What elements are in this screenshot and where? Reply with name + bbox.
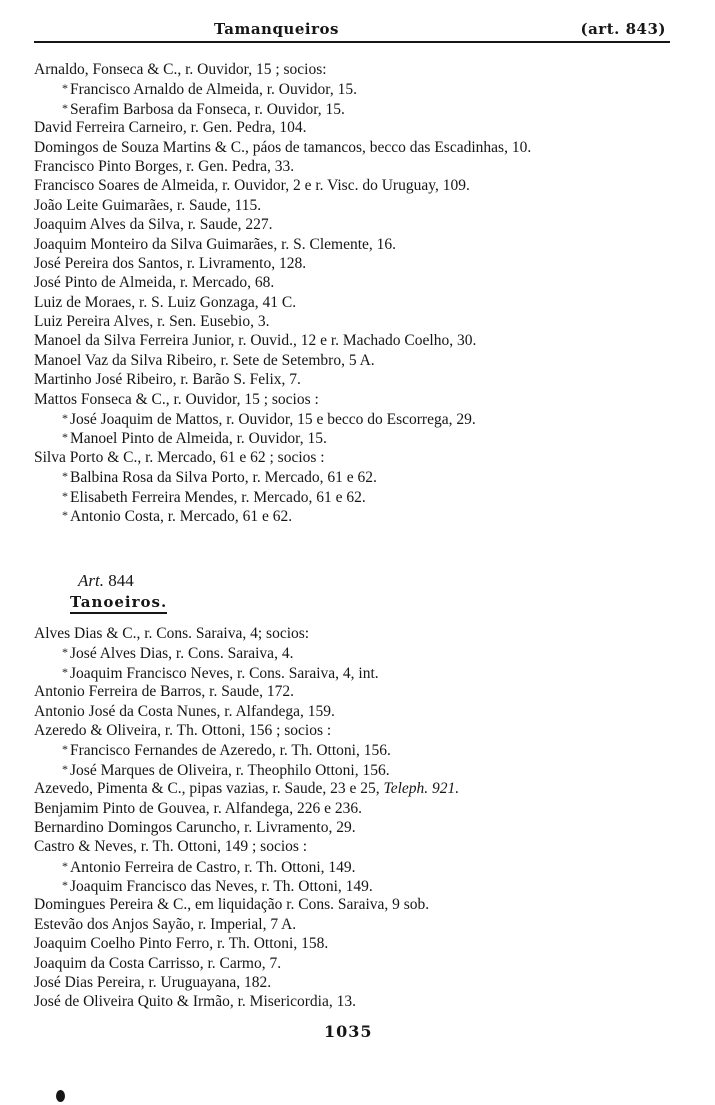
asterisk-icon: * <box>62 878 68 893</box>
entry-text: Manoel Pinto de Almeida, r. Ouvidor, 15. <box>70 430 327 448</box>
asterisk-icon: * <box>62 488 68 503</box>
directory-entry <box>34 818 684 837</box>
directory-entry <box>34 176 684 195</box>
directory-entry <box>34 934 684 953</box>
partner-entry <box>34 740 684 759</box>
entry-text: Francisco Fernandes de Azeredo, r. Th. Ottoni, 156. <box>70 742 391 760</box>
directory-entry <box>34 157 684 176</box>
article-number: 844 <box>108 571 134 590</box>
entry-text: Antonio José da Costa Nunes, r. Alfandega, 159. <box>34 702 335 720</box>
partner-entry <box>34 506 684 525</box>
directory-entry <box>34 954 684 973</box>
page-number: 1035 <box>324 1022 373 1041</box>
partner-entry <box>34 99 684 118</box>
entries-list-843 <box>34 60 684 525</box>
entry-text: Bernardino Domingos Caruncho, r. Livramento, 29. <box>34 818 356 836</box>
telephone-number: Teleph. 921. <box>383 780 460 798</box>
entry-text: José Joaquim de Mattos, r. Ouvidor, 15 e becco do Escorrega, 29. <box>70 411 476 429</box>
entry-text: José Pereira dos Santos, r. Livramento, 128. <box>34 254 307 272</box>
entry-text: Manoel Vaz da Silva Ribeiro, r. Sete de Setembro, 5 A. <box>34 351 375 369</box>
entry-text: Mattos Fonseca & C., r. Ouvidor, 15 ; socios : <box>34 390 319 408</box>
directory-entry <box>34 624 684 643</box>
entry-text: Estevão dos Anjos Sayão, r. Imperial, 7 A. <box>34 915 297 933</box>
directory-entry <box>34 973 684 992</box>
asterisk-icon: * <box>62 469 68 484</box>
entry-text: Balbina Rosa da Silva Porto, r. Mercado, 61 e 62. <box>70 469 377 487</box>
partner-entry <box>34 760 684 779</box>
partner-entry <box>34 663 684 682</box>
section-title: Tanoeiros. <box>70 593 167 614</box>
directory-entry <box>34 799 684 818</box>
partner-entry <box>34 643 684 662</box>
entry-text: Benjamim Pinto de Gouvea, r. Alfandega, 226 e 236. <box>34 799 363 817</box>
asterisk-icon: * <box>62 411 68 426</box>
entry-text: Alves Dias & C., r. Cons. Saraiva, 4; socios: <box>34 625 310 642</box>
entry-text: Joaquim Francisco Neves, r. Cons. Saraiva, 4, int. <box>70 664 379 682</box>
directory-entry <box>34 779 684 798</box>
partner-entry <box>34 467 684 486</box>
entry-text: Joaquim Alves da Silva, r. Saude, 227. <box>34 216 273 234</box>
partner-entry <box>34 876 684 895</box>
directory-entry <box>34 702 684 721</box>
entry-text: José Pinto de Almeida, r. Mercado, 68. <box>34 274 275 292</box>
entry-text: Francisco Soares de Almeida, r. Ouvidor, 2 e r. Visc. do Uruguay, 109. <box>34 177 470 195</box>
asterisk-icon: * <box>62 742 68 757</box>
entry-text: Joaquim Francisco das Neves, r. Th. Ottoni, 149. <box>70 878 373 896</box>
directory-entry <box>34 331 684 350</box>
directory-entry <box>34 682 684 701</box>
running-header <box>34 18 670 44</box>
directory-entry <box>34 721 684 740</box>
asterisk-icon: * <box>62 507 68 522</box>
entry-text: José de Oliveira Quito & Irmão, r. Misericordia, 13. <box>34 993 356 1011</box>
entry-text: Joaquim da Costa Carrisso, r. Carmo, 7. <box>34 954 282 972</box>
partner-entry <box>34 857 684 876</box>
directory-entry <box>34 138 684 157</box>
partner-entry <box>34 428 684 447</box>
entry-text: Luiz Pereira Alves, r. Sen. Eusebio, 3. <box>34 313 270 331</box>
entry-text: Domingos de Souza Martins & C., páos de tamancos, becco das Escadinhas, 10. <box>34 138 532 156</box>
directory-entry <box>34 390 684 409</box>
entry-text: Martinho José Ribeiro, r. Barão S. Felix, 7. <box>34 371 301 389</box>
article-reference: (art. 843) <box>580 20 666 38</box>
asterisk-icon: * <box>62 645 68 660</box>
entry-text: David Ferreira Carneiro, r. Gen. Pedra, 104. <box>34 119 307 137</box>
partner-entry <box>34 79 684 98</box>
asterisk-icon: * <box>62 430 68 445</box>
partner-entry <box>34 487 684 506</box>
entry-text: José Dias Pereira, r. Uruguayana, 182. <box>34 974 272 992</box>
asterisk-icon: * <box>62 858 68 873</box>
ink-spot <box>56 1090 65 1102</box>
entry-text: Silva Porto & C., r. Mercado, 61 e 62 ; socios : <box>34 448 325 466</box>
directory-entry <box>34 118 684 137</box>
entry-text: Azeredo & Oliveira, r. Th. Ottoni, 156 ; socios : <box>34 721 332 739</box>
directory-entry <box>34 293 684 312</box>
entry-text: Elisabeth Ferreira Mendes, r. Mercado, 61 e 62. <box>70 488 366 506</box>
directory-entry <box>34 992 684 1011</box>
entry-text: Serafim Barbosa da Fonseca, r. Ouvidor, 15. <box>70 100 345 118</box>
entry-text: Francisco Arnaldo de Almeida, r. Ouvidor, 15. <box>70 81 357 99</box>
entry-text: Francisco Pinto Borges, r. Gen. Pedra, 33. <box>34 157 295 175</box>
entries-list-844 <box>34 624 684 1012</box>
entry-text: José Alves Dias, r. Cons. Saraiva, 4. <box>70 645 294 663</box>
directory-entry <box>34 312 684 331</box>
partner-entry <box>34 409 684 428</box>
entry-text: Antonio Costa, r. Mercado, 61 e 62. <box>70 507 293 525</box>
directory-entry <box>34 837 684 856</box>
entry-text: Luiz de Moraes, r. S. Luiz Gonzaga, 41 C. <box>34 293 297 311</box>
entry-text: José Marques de Oliveira, r. Theophilo Ottoni, 156. <box>70 761 390 779</box>
directory-entry <box>34 196 684 215</box>
entry-text: Joaquim Coelho Pinto Ferro, r. Th. Ottoni, 158. <box>34 935 329 953</box>
directory-entry <box>34 273 684 292</box>
asterisk-icon: * <box>62 81 68 96</box>
entry-text: Antonio Ferreira de Castro, r. Th. Ottoni, 149. <box>70 858 356 876</box>
directory-entry <box>34 915 684 934</box>
entry-text: João Leite Guimarães, r. Saude, 115. <box>34 196 262 214</box>
running-title: Tamanqueiros <box>214 20 339 38</box>
article-heading <box>78 571 134 591</box>
directory-entry <box>34 254 684 273</box>
entry-text: Domingues Pereira & C., em liquidação r. Cons. Saraiva, 9 sob. <box>34 896 430 914</box>
directory-entry <box>34 448 684 467</box>
directory-entry <box>34 895 684 914</box>
directory-entry <box>34 60 684 79</box>
directory-entry <box>34 215 684 234</box>
directory-entry <box>34 370 684 389</box>
entry-text: Joaquim Monteiro da Silva Guimarães, r. S. Clemente, 16. <box>34 235 397 253</box>
asterisk-icon: * <box>62 664 68 679</box>
directory-entry <box>34 351 684 370</box>
entry-text: Castro & Neves, r. Th. Ottoni, 149 ; socios : <box>34 838 308 856</box>
entry-text: Antonio Ferreira de Barros, r. Saude, 172. <box>34 683 294 701</box>
asterisk-icon: * <box>62 100 68 115</box>
asterisk-icon: * <box>62 761 68 776</box>
article-label: Art. <box>78 571 104 590</box>
header-rule <box>34 41 670 43</box>
directory-entry <box>34 235 684 254</box>
entry-text: Manoel da Silva Ferreira Junior, r. Ouvid., 12 e r. Machado Coelho, 30. <box>34 332 477 350</box>
entry-text: Arnaldo, Fonseca & C., r. Ouvidor, 15 ; socios: <box>34 61 327 78</box>
entry-text: Azevedo, Pimenta & C., pipas vazias, r. Saude, 23 e 25, <box>34 780 380 798</box>
